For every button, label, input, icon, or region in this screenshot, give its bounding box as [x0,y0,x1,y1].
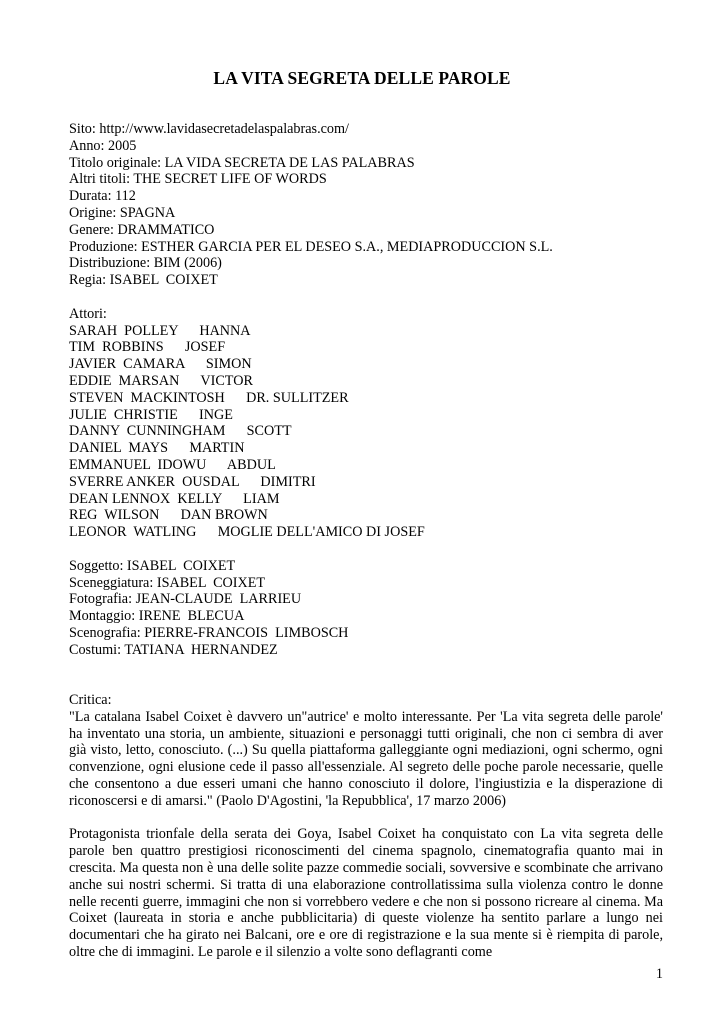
info-distribution: Distribuzione: BIM (2006) [69,255,222,272]
cast-item: SARAH POLLEY HANNA [69,322,251,339]
info-duration: Durata: 112 [69,188,136,205]
info-year: Anno: 2005 [69,137,137,154]
cast-item: DANNY CUNNINGHAM SCOTT [69,423,292,440]
crew-scenography: Scenografia: PIERRE-FRANCOIS LIMBOSCH [69,624,349,641]
info-original-title: Titolo originale: LA VIDA SECRETA DE LAS PALABRAS [69,154,415,171]
crew-photography: Fotografia: JEAN-CLAUDE LARRIEU [69,591,302,608]
document-title: LA VITA SEGRETA DELLE PAROLE [213,68,511,88]
cast-item: TIM ROBBINS JOSEF [69,339,226,356]
info-other-titles: Altri titoli: THE SECRET LIFE OF WORDS [69,171,327,188]
info-origin: Origine: SPAGNA [69,204,176,221]
cast-item: SVERRE ANKER OUSDAL DIMITRI [69,473,316,490]
critica-section [69,692,663,961]
cast-item: JAVIER CAMARA SIMON [69,356,252,373]
cast-item: DANIEL MAYS MARTIN [69,440,245,457]
crew-screenplay: Sceneggiatura: ISABEL COIXET [69,574,266,591]
crew-costumes: Costumi: TATIANA HERNANDEZ [69,641,278,658]
cast-item: EDDIE MARSAN VICTOR [69,372,253,389]
cast-list [69,306,663,541]
cast-item: REG WILSON DAN BROWN [69,507,268,524]
cast-item: EMMANUEL IDOWU ABDUL [69,456,276,473]
crew-list [69,558,663,659]
critica-heading: Critica: [69,692,112,709]
document-body [69,121,663,961]
cast-heading: Attori: [69,305,107,322]
info-genre: Genere: DRAMMATICO [69,221,215,238]
critica-paragraph: "La catalana Isabel Coixet è davvero un"autrice' e molto interessante. Per 'La vita segreta delle parole' ha inventato una storia, un ambiente, situazioni e personaggi tutti originali, che non ci sembra di aver già visto, letto, conosciuto. (...) Su quella piattaforma galleggiante ogni mediazioni, ogni schermo, ogni convenzione, ogni elusione cede il passo all'essenziale. Al segreto delle poche parole necessarie, quelle che consentono a due esseri umani che hanno conosciuto il dolore, l'ingiustizia e la disperazione di riconoscersi e di amarsi." (Paolo D'Agostini, 'la Repubblica', 17 marzo 2006) [69,708,663,809]
cast-item: DEAN LENNOX KELLY LIAM [69,490,280,507]
critica-paragraph: Protagonista trionfale della serata dei Goya, Isabel Coixet ha conquistato con La vita segreta delle parole ben quattro prestigiosi riconoscimenti del cinema spagnolo, cinematografia quanto mai in crescita. Ma questa non è una delle solite pazze commedie sociali, sovversive e scombinate che arrivano anche sui nostri schermi. Si tratta di una elaborazione controllatissima sulla violenza contro le donne nelle recenti guerre, immagini che non si vorrebbero vedere e che non si possono ricreare al cinema. Ma Coixet (laureata in storia e anche pubblicitaria) di queste violenze ha sentito parlare a lungo nei documentari che ha girato nei Balcani, ore e ore di registrazione e la sua mente si è riempita di parole, oltre che di immagini. Le parole e il silenzio a volte sono deflagranti come [69,826,663,961]
info-director: Regia: ISABEL COIXET [69,272,218,289]
page-number: 1 [655,966,663,982]
cast-item: LEONOR WATLING MOGLIE DELL'AMICO DI JOSEF [69,524,425,541]
film-info [69,121,663,289]
crew-editing: Montaggio: IRENE BLECUA [69,608,245,625]
info-site: Sito: http://www.lavidasecretadelaspalabras.com/ [69,121,349,137]
info-production: Produzione: ESTHER GARCIA PER EL DESEO S.A., MEDIAPRODUCCION S.L. [69,238,553,255]
cast-item: STEVEN MACKINTOSH DR. SULLITZER [69,389,349,406]
cast-item: JULIE CHRISTIE INGE [69,406,233,423]
crew-subject: Soggetto: ISABEL COIXET [69,557,236,574]
